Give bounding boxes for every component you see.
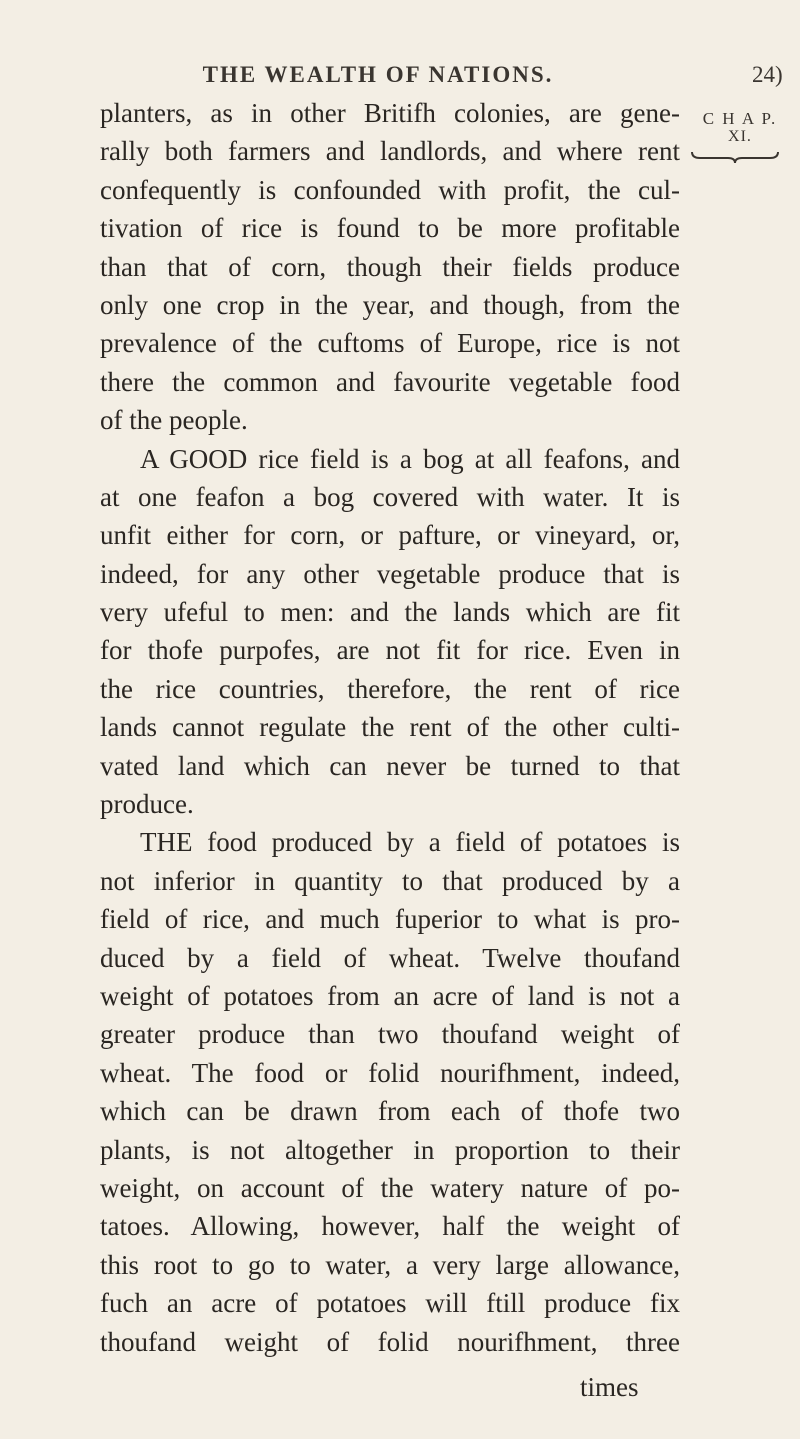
chapter-margin-note [690,110,790,146]
text-line: tatoes. Allowing, however, half the weight of [100,1211,680,1242]
text-line: not inferior in quantity to that produced by a [100,865,680,896]
text-line: indeed, for any other vegetable produce that is [100,558,680,589]
text-line: vated land which can never be turned to that [100,750,680,781]
text-line: unfit either for corn, or pafture, or vineyard, or, [100,520,680,551]
body-text [100,94,680,1361]
text-line: very ufeful to men: and the lands which are fit [100,597,680,628]
chapter-label: C H A P. [702,109,778,128]
running-title: THE WEALTH OF NATIONS. [202,62,554,87]
catchword: times [580,1372,639,1402]
text-line: greater produce than two thoufand weight of [100,1019,680,1050]
text-line: duced by a field of wheat. Twelve thoufand [100,942,680,973]
text-line: produce. [100,789,194,820]
text-line: A GOOD rice field is a bog at all feafons, and [140,443,680,474]
text-line: than that of corn, though their fields produce [100,251,680,282]
text-line: plants, is not altogether in proportion to their [100,1134,680,1165]
text-line: this root to go to water, a very large allowance, [100,1249,680,1280]
brace-icon [690,150,780,164]
text-line: thoufand weight of folid nourifhment, three [100,1326,680,1357]
text-line: there the common and favourite vegetable food [100,366,680,397]
text-line: tivation of rice is found to be more profitable [100,213,680,244]
chapter-number: XI. [728,128,752,145]
text-line: only one crop in the year, and though, from the [100,289,680,320]
text-line: the rice countries, therefore, the rent of rice [100,673,680,704]
text-line: for thofe purpofes, are not fit for rice. Even in [100,635,680,666]
text-line: weight of potatoes from an acre of land is not a [100,980,680,1011]
text-line: at one feafon a bog covered with water. It is [100,481,680,512]
text-line: field of rice, and much fuperior to what is pro- [100,904,680,935]
text-line: fuch an acre of potatoes will ftill produce fix [100,1288,680,1319]
text-line: rally both farmers and landlords, and where rent [100,136,680,167]
text-line: wheat. The food or folid nourifhment, indeed, [100,1057,680,1088]
page-number: 24) [752,62,783,87]
text-line: which can be drawn from each of thofe two [100,1096,680,1127]
text-line: prevalence of the cuftoms of Europe, rice is not [100,328,680,359]
text-line: confequently is confounded with profit, the cul- [100,174,680,205]
text-line: weight, on account of the watery nature of po- [100,1172,680,1203]
text-line: lands cannot regulate the rent of the other culti- [100,712,680,743]
text-line: THE food produced by a field of potatoes is [140,827,680,858]
text-line: planters, as in other Britifh colonies, are gene- [100,98,680,128]
text-line: of the people. [100,405,248,436]
